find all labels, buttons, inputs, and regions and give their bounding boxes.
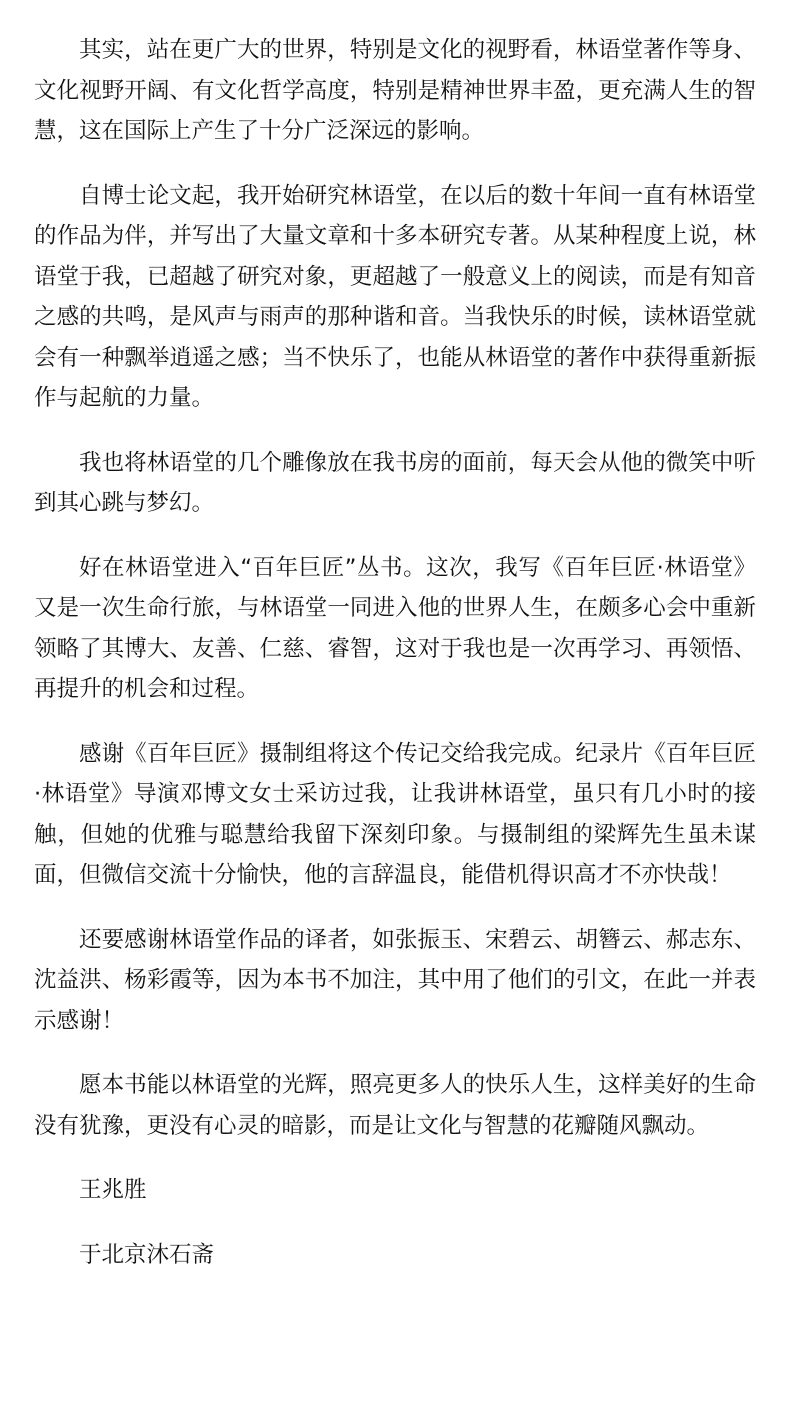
paragraph-5: 感谢《百年巨匠》摄制组将这个传记交给我完成。纪录片《百年巨匠·林语堂》导演邓博文女士采访过我，让我讲林语堂，虽只有几小时的接触，但她的优雅与聪慧给我留下深刻印象。与摄制组的梁辉先生虽未谋面，但微信交流十分愉快，他的言辞温良，能借机得识高才不亦快哉！ [34, 740, 756, 888]
signature-author: 王兆胜 [79, 1177, 147, 1203]
paragraph-6: 还要感谢林语堂作品的译者，如张振玉、宋碧云、胡簪云、郝志东、沈益洪、杨彩霞等，因为本书不加注，其中用了他们的引文，在此一并表示感谢！ [34, 926, 756, 1034]
paragraph-7: 愿本书能以林语堂的光辉，照亮更多人的快乐人生，这样美好的生命没有犹豫，更没有心灵的暗影，而是让文化与智慧的花瓣随风飘动。 [34, 1072, 756, 1139]
paragraph-2: 自博士论文起，我开始研究林语堂，在以后的数十年间一直有林语堂的作品为伴，并写出了大量文章和十多本研究专著。从某种程度上说，林语堂于我，已超越了研究对象，更超越了一般意义上的阅读，而是有知音之感的共鸣，是风声与雨声的那种谐和音。当我快乐的时候，读林语堂就会有一种飘举逍遥之感；当不快乐了，也能从林语堂的著作中获得重新振作与起航的力量。 [34, 182, 756, 411]
paragraph-4: 好在林语堂进入“百年巨匠”丛书。这次，我写《百年巨匠·林语堂》又是一次生命行旅，与林语堂一同进入他的世界人生，在颇多心会中重新领略了其博大、友善、仁慈、睿智，这对于我也是一次再学习、再领悟、再提升的机会和过程。 [34, 554, 756, 702]
paragraph-1: 其实，站在更广大的世界，特别是文化的视野看，林语堂著作等身、文化视野开阔、有文化哲学高度，特别是精神世界丰盈，更充满人生的智慧，这在国际上产生了十分广泛深远的影响。 [34, 37, 756, 144]
paragraph-3: 我也将林语堂的几个雕像放在我书房的面前，每天会从他的微笑中听到其心跳与梦幻。 [34, 449, 756, 516]
signature-place: 于北京沐石斋 [79, 1241, 215, 1268]
